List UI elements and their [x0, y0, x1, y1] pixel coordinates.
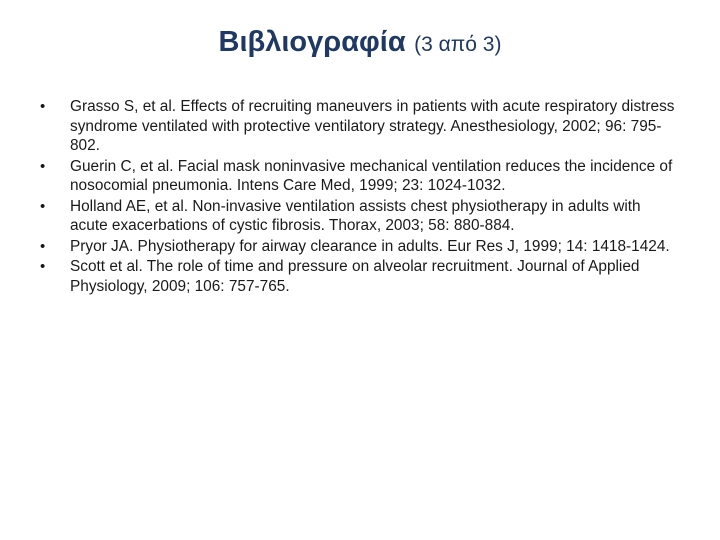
reference-text: Scott et al. The role of time and pressure on alveolar recruitment. Journal of Applied Physiology, 2009; 106: 757-765.	[70, 258, 640, 295]
bullet-icon: •	[40, 258, 46, 275]
reference-item	[40, 97, 680, 156]
bullet-icon: •	[40, 157, 46, 175]
bullet-icon: •	[40, 237, 46, 255]
title-text: Βιβλιογραφία	[218, 26, 406, 58]
reference-text: Holland AE, et al. Non-invasive ventilation assists chest physiotherapy in adults with acute exacerbations of cystic fibrosis. Thorax, 2003; 58: 880-884.	[70, 197, 641, 234]
reference-item	[40, 197, 680, 236]
reference-list	[40, 97, 680, 297]
reference-text: Grasso S, et al. Effects of recruiting maneuvers in patients with acute respiratory distress syndrome ventilated with protective ventilatory strategy. Anesthesiology, 2002; 96: 795-802.	[70, 98, 675, 154]
title-page-indicator: (3 από 3)	[414, 33, 502, 56]
reference-item	[40, 257, 680, 296]
reference-text: Pryor JA. Physiotherapy for airway clearance in adults. Eur Res J, 1999; 14: 1418-1424.	[70, 237, 670, 255]
slide-title	[0, 26, 720, 59]
bullet-icon: •	[40, 197, 46, 215]
reference-item	[40, 237, 680, 257]
bullet-icon: •	[40, 98, 46, 115]
reference-item	[40, 157, 680, 196]
reference-text: Guerin C, et al. Facial mask noninvasive mechanical ventilation reduces the incidence of nosocomial pneumonia. Intens Care Med, 1999; 23: 1024-1032.	[70, 157, 673, 194]
